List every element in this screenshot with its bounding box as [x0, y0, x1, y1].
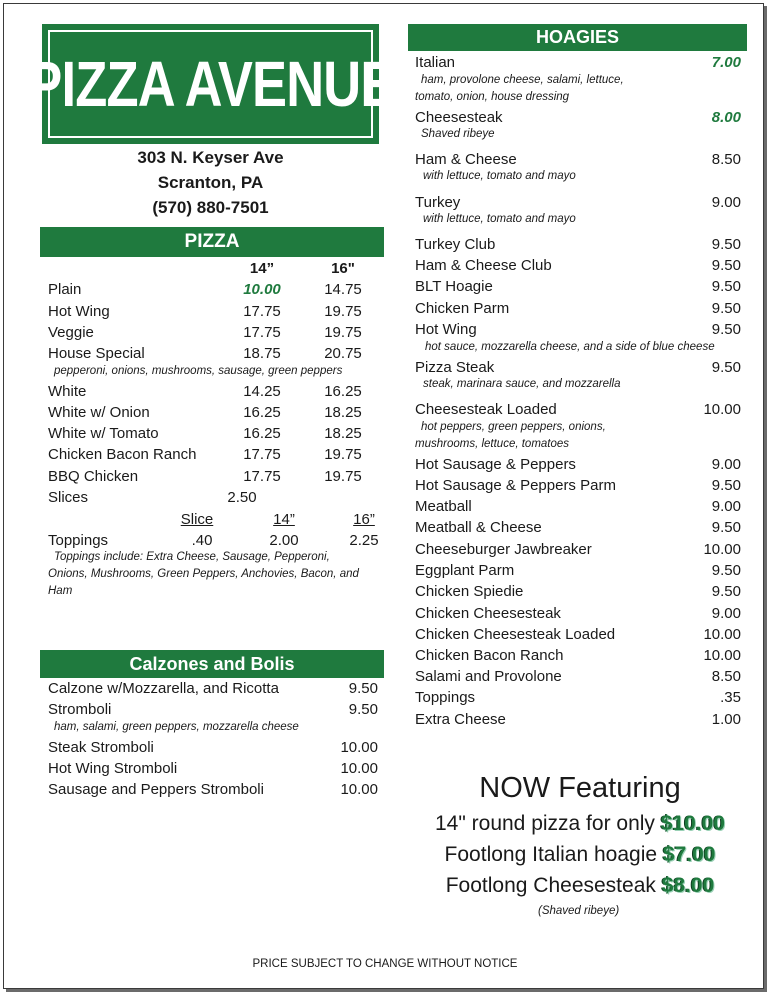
address-line-2: Scranton, PA	[157, 173, 264, 192]
hoagie-item-name: Extra Cheese	[415, 711, 506, 728]
hoagies-section-header: HOAGIES	[408, 24, 747, 51]
featuring-amount: $7.00	[662, 843, 716, 866]
pizza-item-price-16: 19.75	[324, 446, 362, 463]
hoagie-item-price: 9.50	[711, 562, 741, 579]
hoagie-item-description: ham, provolone cheese, salami, lettuce,	[421, 74, 624, 86]
featuring-line	[405, 812, 755, 836]
pizza-item-name: BBQ Chicken	[48, 468, 139, 485]
toppings-description: Toppings include: Extra Cheese, Sausage, Pepperoni,	[54, 551, 330, 563]
toppings-col-slice: Slice	[180, 511, 214, 528]
calzones-section-header: Calzones and Bolis	[40, 650, 384, 678]
toppings-description: Onions, Mushrooms, Green Peppers, Anchovies, Bacon, and	[48, 568, 359, 580]
calzone-item-price: 9.50	[348, 701, 378, 718]
pizza-item-price-14: 10.00	[243, 281, 281, 298]
slices-label: Slices	[48, 489, 89, 506]
hoagie-item-name: Salami and Provolone	[415, 668, 562, 685]
toppings-price-slice: .40	[191, 532, 213, 549]
hoagie-item-name: Ham & Cheese	[415, 151, 517, 168]
pizza-item-name: House Special	[48, 345, 145, 362]
hoagie-item-price: 10.00	[703, 647, 741, 664]
hoagie-item-price: 8.50	[711, 151, 741, 168]
hoagie-item-description: hot sauce, mozzarella cheese, and a side of blue cheese	[425, 341, 715, 353]
pizza-item-name: Chicken Bacon Ranch	[48, 446, 197, 463]
hoagie-item-description: with lettuce, tomato and mayo	[423, 213, 576, 225]
pizza-item-price-14: 17.75	[243, 303, 281, 320]
calzone-item-price: 10.00	[340, 760, 378, 777]
calzone-item-name: Sausage and Peppers Stromboli	[48, 781, 264, 798]
pizza-item-price-16: 16.25	[324, 383, 362, 400]
hoagie-item-description: steak, marinara sauce, and mozzarella	[423, 378, 621, 390]
hoagie-item-price: 10.00	[703, 401, 741, 418]
hoagie-item-name: BLT Hoagie	[415, 278, 493, 295]
hoagie-item-description: hot peppers, green peppers, onions,	[421, 421, 606, 433]
pizza-item-price-14: 16.25	[243, 404, 281, 421]
hoagie-item-price: 7.00	[711, 54, 741, 71]
hoagie-item-name: Chicken Spiedie	[415, 583, 524, 600]
calzone-item-name: Calzone w/Mozzarella, and Ricotta	[48, 680, 279, 697]
hoagie-item-name: Ham & Cheese Club	[415, 257, 552, 274]
featuring-amount: $8.00	[661, 874, 715, 897]
pizza-item-name: Hot Wing	[48, 303, 110, 320]
calzone-item-description: ham, salami, green peppers, mozzarella cheese	[54, 721, 299, 733]
hoagie-item-description: Shaved ribeye	[421, 128, 495, 140]
calzone-item-name: Hot Wing Stromboli	[48, 760, 178, 777]
featuring-note: (Shaved ribeye)	[538, 905, 620, 917]
hoagie-item-price: 9.00	[711, 456, 741, 473]
pizza-item-name: Veggie	[48, 324, 94, 341]
hoagie-item-price: 1.00	[711, 711, 741, 728]
toppings-label: Toppings	[48, 532, 109, 549]
hoagie-item-name: Cheeseburger Jawbreaker	[415, 541, 592, 558]
hoagie-item-name: Italian	[415, 54, 456, 71]
pizza-item-price-14: 17.75	[243, 446, 281, 463]
logo	[26, 24, 395, 144]
hoagie-item-price: 9.50	[711, 477, 741, 494]
pizza-item-price-14: 18.75	[243, 345, 281, 362]
pizza-item-price-14: 17.75	[243, 468, 281, 485]
price-disclaimer: PRICE SUBJECT TO CHANGE WITHOUT NOTICE	[252, 958, 518, 970]
hoagie-item-name: Turkey	[415, 194, 461, 211]
hoagie-item-name: Meatball & Cheese	[415, 519, 542, 536]
toppings-col-14: 14”	[273, 511, 295, 528]
featuring-title: NOW Featuring	[479, 772, 681, 804]
hoagie-item-name: Eggplant Parm	[415, 562, 515, 579]
pizza-section-header: PIZZA	[40, 227, 384, 257]
featuring-line	[405, 843, 755, 867]
hoagie-item-name: Hot Sausage & Peppers	[415, 456, 576, 473]
featuring-text: Footlong Cheesesteak	[445, 874, 662, 897]
hoagie-item-price: 8.00	[711, 109, 741, 126]
hoagie-item-name: Hot Sausage & Peppers Parm	[415, 477, 616, 494]
calzone-item-name: Steak Stromboli	[48, 739, 154, 756]
pizza-item-price-16: 19.75	[324, 468, 362, 485]
hoagie-item-price: 9.50	[711, 300, 741, 317]
hoagie-item-name: Toppings	[415, 689, 476, 706]
phone-number: (570) 880-7501	[152, 198, 269, 217]
hoagie-item-name: Cheesesteak	[415, 109, 503, 126]
hoagie-item-description: mushrooms, lettuce, tomatoes	[415, 438, 570, 450]
hoagie-item-price: 9.00	[711, 605, 741, 622]
hoagie-item-description: tomato, onion, house dressing	[415, 91, 570, 103]
hoagie-item-price: 8.50	[711, 668, 741, 685]
calzone-item-price: 9.50	[348, 680, 378, 697]
calzone-item-price: 10.00	[340, 739, 378, 756]
hoagie-item-price: 9.50	[711, 519, 741, 536]
calzone-item-price: 10.00	[340, 781, 378, 798]
pizza-item-name: White w/ Onion	[48, 404, 150, 421]
pizza-item-price-14: 16.25	[243, 425, 281, 442]
pizza-item-price-16: 19.75	[324, 303, 362, 320]
hoagie-item-price: 9.50	[711, 321, 741, 338]
toppings-price-16: 2.25	[349, 532, 379, 549]
hoagie-item-price: 9.50	[711, 236, 741, 253]
hoagie-item-name: Hot Wing	[415, 321, 477, 338]
toppings-col-16: 16”	[353, 511, 375, 528]
hoagie-item-price: .35	[720, 689, 741, 706]
pizza-item-price-14: 17.75	[243, 324, 281, 341]
logo-frame	[26, 30, 395, 138]
pizza-item-price-16: 14.75	[324, 281, 362, 298]
hoagie-item-name: Chicken Parm	[415, 300, 510, 317]
pizza-item-price-16: 20.75	[324, 345, 362, 362]
address-line-1: 303 N. Keyser Ave	[137, 148, 284, 167]
featuring-text: 14" round pizza for only	[435, 812, 661, 835]
pizza-col-16: 16"	[331, 260, 355, 277]
pizza-item-price-16: 18.25	[324, 404, 362, 421]
pizza-item-price-14: 14.25	[243, 383, 281, 400]
hoagie-item-price: 9.00	[711, 498, 741, 515]
pizza-item-name: White	[48, 383, 87, 400]
hoagie-item-name: Chicken Cheesesteak Loaded	[415, 626, 616, 643]
toppings-description: Ham	[48, 585, 73, 597]
hoagie-item-price: 9.50	[711, 278, 741, 295]
toppings-price-14: 2.00	[269, 532, 299, 549]
pizza-item-price-16: 18.25	[324, 425, 362, 442]
hoagie-item-name: Cheesesteak Loaded	[415, 401, 557, 418]
pizza-item-name: White w/ Tomato	[48, 425, 159, 442]
hoagie-item-name: Meatball	[415, 498, 472, 515]
hoagie-item-description: with lettuce, tomato and mayo	[423, 170, 576, 182]
slices-price: 2.50	[227, 489, 257, 506]
featuring-line	[405, 874, 755, 898]
hoagie-item-price: 9.50	[711, 583, 741, 600]
hoagie-item-name: Chicken Bacon Ranch	[415, 647, 564, 664]
hoagie-item-price: 10.00	[703, 541, 741, 558]
hoagie-item-price: 9.50	[711, 257, 741, 274]
pizza-item-description: pepperoni, onions, mushrooms, sausage, green peppers	[54, 365, 343, 377]
logo-text: PIZZA AVENUE	[26, 48, 395, 120]
hoagie-item-name: Chicken Cheesesteak	[415, 605, 561, 622]
hoagie-item-price: 9.50	[711, 359, 741, 376]
calzone-item-name: Stromboli	[48, 701, 112, 718]
hoagie-item-price: 10.00	[703, 626, 741, 643]
featuring-amount: $10.00	[660, 812, 725, 835]
hoagie-item-name: Pizza Steak	[415, 359, 495, 376]
hoagie-item-name: Turkey Club	[415, 236, 496, 253]
pizza-item-name: Plain	[48, 281, 82, 298]
featuring-text: Footlong Italian hoagie	[444, 843, 663, 866]
pizza-col-14: 14”	[249, 260, 275, 277]
hoagie-item-price: 9.00	[711, 194, 741, 211]
pizza-item-price-16: 19.75	[324, 324, 362, 341]
